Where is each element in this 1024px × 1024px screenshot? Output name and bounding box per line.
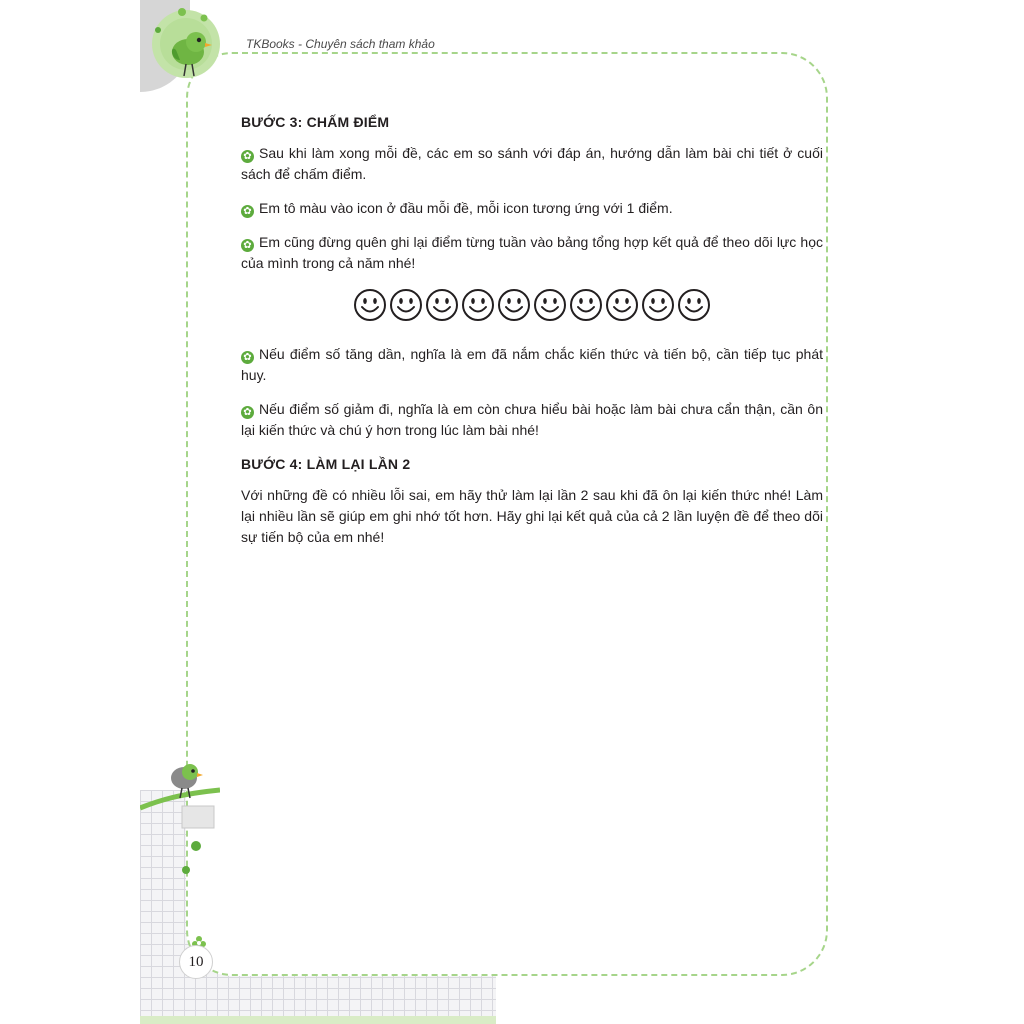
grid-strip-decoration — [140, 1016, 496, 1024]
smiley-icon[interactable] — [569, 288, 603, 322]
smiley-icon[interactable] — [605, 288, 639, 322]
flower-bullet-icon: ✿ — [241, 406, 254, 419]
step3-paragraph-1: ✿ Sau khi làm xong mỗi đề, các em so sánh với đáp án, hướng dẫn làm bài chi tiết ở cuối sách để chấm điểm. — [241, 145, 823, 182]
smiley-icon[interactable] — [677, 288, 711, 322]
smiley-icon[interactable] — [389, 288, 423, 322]
step3-heading: BƯỚC 3: CHẤM ĐIỂM — [241, 114, 390, 130]
flower-bullet-icon: ✿ — [241, 351, 254, 364]
page-number: 10 — [179, 945, 213, 979]
bird-on-branch-icon — [140, 760, 220, 880]
flower-bullet-icon: ✿ — [241, 239, 254, 252]
smiley-icon[interactable] — [461, 288, 495, 322]
flower-bullet-icon: ✿ — [241, 150, 254, 163]
step4-heading: BƯỚC 4: LÀM LẠI LẦN 2 — [241, 456, 411, 472]
smiley-icon[interactable] — [533, 288, 567, 322]
smiley-icon[interactable] — [641, 288, 675, 322]
step3-paragraph-3: ✿ Em cũng đừng quên ghi lại điểm từng tuần vào bảng tổng hợp kết quả để theo dõi lực học của mình trong cả năm nhé! — [241, 234, 823, 271]
score-smiley-row — [241, 288, 823, 322]
smiley-icon[interactable] — [497, 288, 531, 322]
bird-icon — [140, 0, 240, 92]
smiley-icon[interactable] — [353, 288, 387, 322]
header-title: TKBooks - Chuyên sách tham khảo — [246, 37, 435, 51]
smiley-icon[interactable] — [425, 288, 459, 322]
main-content — [241, 112, 823, 561]
step3-paragraph-2: ✿ Em tô màu vào icon ở đầu mỗi đề, mỗi icon tương ứng với 1 điểm. — [241, 198, 823, 219]
step4-paragraph-1: Với những đề có nhiều lỗi sai, em hãy thử làm lại lần 2 sau khi đã ôn lại kiến thức nhé! Làm lại nhiều lần sẽ giúp em ghi nhớ tốt hơn. Hãy ghi lại kết quả của cả 2 lần luyện đề để theo dõi sự tiến bộ của em nhé! — [241, 487, 823, 545]
step3-paragraph-5: ✿ Nếu điểm số giảm đi, nghĩa là em còn chưa hiểu bài hoặc làm bài chưa cẩn thận, cần ôn lại kiến thức và chú ý hơn trong lúc làm bài nhé! — [241, 401, 823, 438]
flower-bullet-icon: ✿ — [241, 205, 254, 218]
step3-paragraph-4: ✿ Nếu điểm số tăng dần, nghĩa là em đã nắm chắc kiến thức và tiến bộ, cần tiếp tục phát huy. — [241, 346, 823, 383]
